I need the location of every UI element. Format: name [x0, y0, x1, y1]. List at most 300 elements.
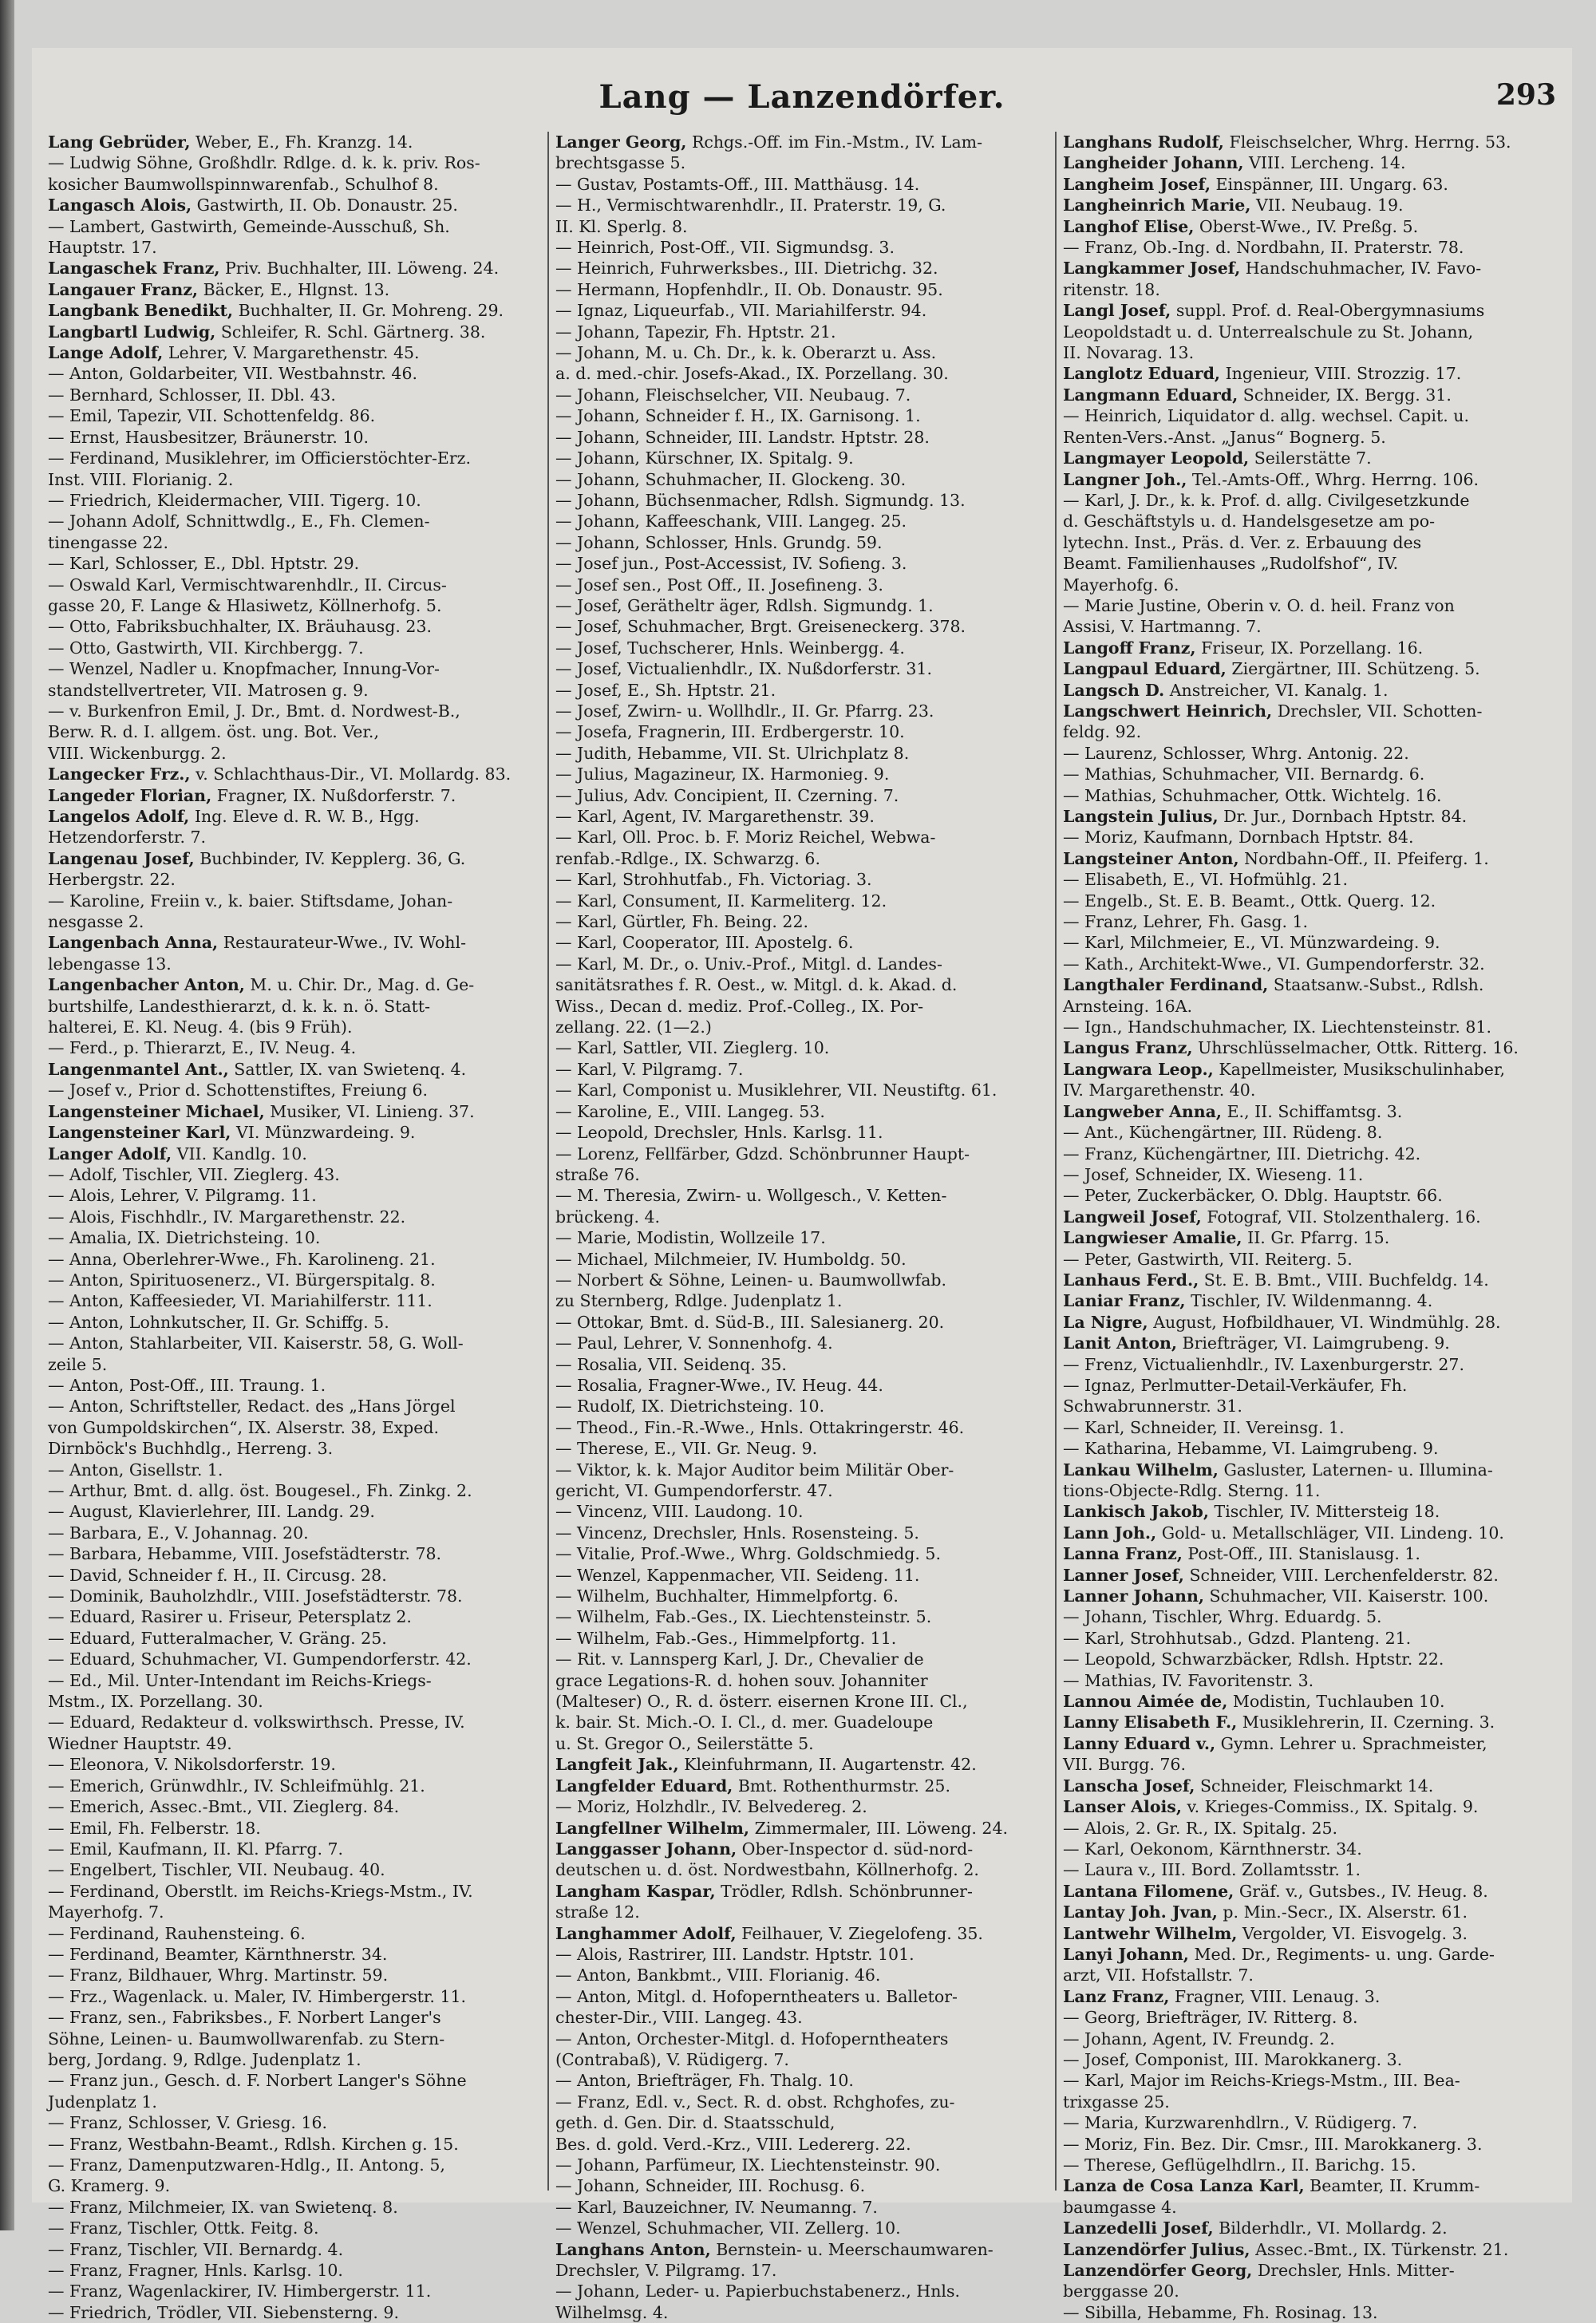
directory-entry: [1063, 1944, 1556, 1965]
entry-details: — Wenzel, Nadler u. Knopfmacher, Innung-Vor-: [48, 659, 440, 679]
directory-entry: [48, 1501, 541, 1522]
entry-details: — Friedrich, Trödler, VII. Siebensterng. 9.: [48, 2302, 399, 2322]
entry-details: Söhne, Leinen- u. Baumwollwarenfab. zu Stern-: [48, 2029, 445, 2048]
directory-entry: [555, 1712, 1049, 1732]
entry-name: Lantwehr Wilhelm,: [1063, 1923, 1238, 1943]
entry-details: — Ottokar, Bmt. d. Süd-B., III. Salesianerg. 20.: [555, 1312, 945, 1332]
entry-details: — Anton, Spirituosenerz., VI. Bürgerspitalg. 8.: [48, 1270, 436, 1290]
directory-entry: [1063, 721, 1556, 742]
directory-entry: [48, 1586, 541, 1606]
directory-entry: [1063, 1185, 1556, 1206]
directory-entry: [48, 174, 541, 195]
directory-entry: [555, 806, 1049, 827]
entry-details: a. d. med.-chir. Josefs-Akad., IX. Porzellang. 30.: [555, 364, 949, 384]
entry-details: — Josef, Componist, III. Marokkanerg. 3.: [1063, 2049, 1403, 2069]
entry-details: Assisi, V. Hartmanng. 7.: [1063, 617, 1262, 637]
entry-details: — Johann, Kaffeeschank, VIII. Langeg. 25.: [555, 512, 907, 531]
entry-details: — Anton, Gisellstr. 1.: [48, 1460, 223, 1480]
entry-name: Langgasser Johann,: [555, 1839, 737, 1859]
directory-entry: [555, 1839, 1049, 1859]
directory-entry: [48, 216, 541, 237]
directory-entry: [48, 2302, 541, 2323]
entry-details: trixgasse 25.: [1063, 2092, 1170, 2112]
directory-entry: [1063, 2155, 1556, 2175]
entry-details: — Leopold, Schwarzbäcker, Rdlsh. Hptstr. 22.: [1063, 1649, 1444, 1669]
directory-entry: [555, 743, 1049, 764]
entry-details: — Otto, Fabriksbuchhalter, IX. Bräuhausg. 23.: [48, 617, 433, 637]
directory-entry: [48, 701, 541, 721]
directory-entry: [48, 1037, 541, 1058]
directory-entry: [48, 2029, 541, 2049]
entry-name: Langensteiner Karl,: [48, 1123, 231, 1143]
entry-details: Einspänner, III. Ungarg. 63.: [1210, 174, 1448, 194]
directory-entry: [1063, 553, 1556, 574]
entry-details: Schleifer, R. Schl. Gärtnerg. 38.: [215, 322, 486, 342]
entry-name: Langpaul Eduard,: [1063, 659, 1227, 679]
directory-entry: [48, 1164, 541, 1185]
entry-details: — Alois, 2. Gr. R., IX. Spitalg. 25.: [1063, 1818, 1338, 1838]
directory-entry: [555, 1733, 1049, 1754]
entry-name: Lantana Filomene,: [1063, 1881, 1235, 1901]
entry-details: — Ignaz, Perlmutter-Detail-Verkäufer, Fh.: [1063, 1375, 1408, 1395]
directory-entry: [48, 1080, 541, 1100]
directory-entry: [555, 1881, 1049, 1902]
directory-entry: [1063, 1017, 1556, 1037]
directory-entry: [1063, 1270, 1556, 1290]
directory-entry: [555, 1670, 1049, 1691]
directory-entry: [48, 2112, 541, 2133]
entry-details: — Ernst, Hausbesitzer, Bräunerstr. 10.: [48, 427, 369, 447]
entry-details: — Michael, Milchmeier, IV. Humboldg. 50.: [555, 1249, 907, 1269]
entry-details: — Johann, Fleischselcher, VII. Neubaug. 7.: [555, 385, 911, 405]
entry-details: Post-Off., III. Stanislausg. 1.: [1182, 1544, 1420, 1564]
entry-details: — Anton, Briefträger, Fh. Thalg. 10.: [555, 2071, 854, 2091]
entry-details: — Emil, Tapezir, VII. Schottenfeldg. 86.: [48, 406, 376, 426]
entry-details: Musiker, VI. Linieng. 37.: [264, 1101, 475, 1121]
directory-entry: [555, 2155, 1049, 2175]
directory-entry: [1063, 216, 1556, 237]
entry-details: IV. Margarethenstr. 40.: [1063, 1081, 1256, 1100]
entry-details: — Josef, Schuhmacher, Brgt. Greiseneckerg. 378.: [555, 617, 966, 637]
directory-entry: [1063, 132, 1556, 152]
entry-details: — Therese, Geflügelhdlrn., II. Barichg. 15.: [1063, 2155, 1416, 2175]
directory-entry: [555, 891, 1049, 911]
directory-entry: [555, 342, 1049, 363]
directory-entry: [1063, 1649, 1556, 1669]
directory-entry: [1063, 1312, 1556, 1333]
entry-details: Gräf. v., Gutsbes., IV. Heug. 8.: [1234, 1881, 1488, 1901]
entry-details: Renten-Vers.-Anst. „Janus“ Bognerg. 5.: [1063, 427, 1386, 447]
directory-entry: [1063, 680, 1556, 701]
entry-name: Langoff Franz,: [1063, 638, 1196, 658]
directory-entry: [1063, 1733, 1556, 1754]
entry-details: — Vincenz, Drechsler, Hnls. Rosensteing. 5.: [555, 1523, 919, 1543]
directory-entry: [1063, 891, 1556, 911]
entry-details: — Johann, Schneider, III. Rochusg. 6.: [555, 2176, 866, 2196]
directory-entry: [48, 2239, 541, 2260]
directory-entry: [48, 195, 541, 215]
directory-entry: [1063, 1776, 1556, 1796]
directory-entry: [555, 1227, 1049, 1248]
entry-details: — Ferdinand, Oberstlt. im Reichs-Kriegs-Mstm., IV.: [48, 1881, 473, 1901]
entry-details: VIII. Lercheng. 14.: [1243, 153, 1406, 173]
directory-entry: [1063, 911, 1556, 932]
directory-entry: [48, 322, 541, 342]
entry-details: — Rudolf, IX. Dietrichsteing. 10.: [555, 1397, 825, 1416]
directory-entry: [555, 2281, 1049, 2301]
directory-entry: [48, 764, 541, 784]
entry-name: Langfelder Eduard,: [555, 1776, 733, 1796]
directory-entry: [1063, 869, 1556, 890]
directory-entry: [1063, 1207, 1556, 1227]
entry-details: II. Novarag. 13.: [1063, 343, 1195, 363]
directory-entry: [48, 1059, 541, 1080]
directory-entry: [1063, 2175, 1556, 2196]
entry-name: Langeder Florian,: [48, 785, 212, 805]
directory-entry: [1063, 1881, 1556, 1902]
entry-details: — Gustav, Postamts-Off., III. Matthäusg. 14.: [555, 174, 920, 194]
entry-details: — Heinrich, Post-Off., VII. Sigmundsg. 3.: [555, 238, 895, 258]
directory-entry: [1063, 385, 1556, 405]
directory-entry: [555, 658, 1049, 679]
entry-details: — Johann, Schlosser, Hnls. Grundg. 59.: [555, 532, 883, 552]
entry-details: Anstreicher, VI. Kanalg. 1.: [1164, 680, 1389, 700]
directory-entry: [48, 1691, 541, 1712]
directory-entry: [555, 1270, 1049, 1290]
entry-name: Lanzedelli Josef,: [1063, 2218, 1214, 2238]
directory-entry: [48, 806, 541, 827]
directory-entry: [555, 1754, 1049, 1775]
directory-entry: [48, 1185, 541, 1206]
directory-entry: [48, 869, 541, 890]
directory-entry: [555, 974, 1049, 995]
directory-entry: [1063, 2218, 1556, 2238]
entry-details: — Anna, Oberlehrer-Wwe., Fh. Karolineng. 21.: [48, 1249, 436, 1269]
entry-details: — Anton, Schriftsteller, Redact. des „Hans Jörgel: [48, 1397, 456, 1416]
entry-details: — Eduard, Rasirer u. Friseur, Petersplatz 2.: [48, 1607, 412, 1627]
entry-details: — Josef, Gerätheltr äger, Rdlsh. Sigmundg. 1.: [555, 595, 934, 615]
entry-details: Mayerhofg. 7.: [48, 1902, 164, 1922]
entry-details: — Julius, Magazineur, IX. Harmonieg. 9.: [555, 764, 890, 784]
directory-entry: [555, 258, 1049, 279]
directory-entry: [555, 869, 1049, 890]
entry-details: ritenstr. 18.: [1063, 279, 1160, 299]
entry-details: — Josef, E., Sh. Hptstr. 21.: [555, 680, 776, 700]
entry-details: Musiklehrerin, II. Czerning. 3.: [1237, 1713, 1495, 1732]
directory-entry: [48, 2092, 541, 2112]
entry-details: — Anton, Orchester-Mitgl. d. Hofoperntheaters: [555, 2029, 949, 2048]
directory-entry: [48, 974, 541, 995]
directory-entry: [48, 427, 541, 448]
directory-entry: [555, 1375, 1049, 1396]
entry-details: Bmt. Rothenthurmstr. 25.: [733, 1776, 950, 1796]
entry-name: Langhans Rudolf,: [1063, 132, 1224, 152]
directory-entry: [48, 827, 541, 847]
directory-entry: [48, 743, 541, 764]
entry-details: — Heinrich, Fuhrwerksbes., III. Dietrichg. 32.: [555, 259, 938, 279]
entry-details: Friseur, IX. Porzellang. 16.: [1195, 638, 1424, 658]
directory-entry: [48, 300, 541, 321]
entry-details: — Heinrich, Liquidator d. allg. wechsel. Capit. u.: [1063, 406, 1469, 426]
entry-details: — Judith, Hebamme, VII. St. Ulrichplatz 8.: [555, 743, 910, 763]
page-number: 293: [1495, 78, 1556, 112]
entry-details: Lehrer, V. Margarethenstr. 45.: [163, 343, 420, 363]
directory-entry: [555, 1396, 1049, 1416]
entry-details: — Karl, Agent, IV. Margarethenstr. 39.: [555, 807, 875, 826]
directory-entry: [555, 152, 1049, 173]
page-title: Lang — Lanzendörfer.: [598, 78, 1005, 116]
entry-details: Gasluster, Laternen- u. Illumina-: [1218, 1460, 1493, 1480]
entry-details: Oberst-Wwe., IV. Preßg. 5.: [1194, 216, 1419, 236]
directory-entry: [1063, 954, 1556, 974]
entry-details: — Karoline, Freiin v., k. baier. Stiftsdame, Johan-: [48, 891, 453, 911]
directory-entry: [555, 996, 1049, 1017]
directory-entry: [48, 1733, 541, 1754]
entry-details: Schwabrunnerstr. 31.: [1063, 1397, 1242, 1416]
directory-entry: [555, 1986, 1049, 2007]
entry-details: — Johann Adolf, Schnittwdlg., E., Fh. Clemen-: [48, 512, 430, 531]
entry-details: — H., Vermischtwarenhdlr., II. Praterstr. 19, G.: [555, 196, 946, 215]
entry-details: suppl. Prof. d. Real-Obergymnasiums: [1171, 301, 1485, 321]
directory-entry: [555, 1501, 1049, 1522]
entry-details: — Sibilla, Hebamme, Fh. Rosinag. 13.: [1063, 2302, 1378, 2322]
entry-details: — Josef, Schneider, IX. Wieseng. 11.: [1063, 1164, 1364, 1184]
entry-name: Lantay Joh. Jvan,: [1063, 1902, 1218, 1922]
entry-details: Beamter, II. Krumm-: [1304, 2176, 1480, 2196]
directory-entry: [1063, 1396, 1556, 1416]
entry-details: Hauptstr. 17.: [48, 238, 157, 258]
directory-entry: [48, 638, 541, 658]
directory-entry: [48, 1101, 541, 1122]
directory-entry: [48, 1944, 541, 1965]
entry-details: — Eleonora, V. Nikolsdorferstr. 19.: [48, 1755, 336, 1775]
entry-details: Kleinfuhrmann, II. Augartenstr. 42.: [678, 1755, 977, 1775]
entry-details: — Frz., Wagenlack. u. Maler, IV. Himbergerstr. 11.: [48, 1986, 467, 2006]
entry-details: Beamt. Familienhauses „Rudolfshof“, IV.: [1063, 554, 1399, 574]
entry-details: Ingenieur, VIII. Strozzig. 17.: [1220, 364, 1462, 384]
directory-entry: [555, 2302, 1049, 2323]
entry-details: Leopoldstadt u. d. Unterrealschule zu St. Johann,: [1063, 322, 1474, 342]
directory-entry: [1063, 322, 1556, 342]
directory-entry: [48, 1354, 541, 1375]
entry-details: — Karl, Milchmeier, E., VI. Münzwardeing. 9.: [1063, 933, 1440, 953]
directory-entry: [48, 1144, 541, 1164]
directory-entry: [1063, 1670, 1556, 1691]
directory-entry: [1063, 427, 1556, 448]
entry-name: Langthaler Ferdinand,: [1063, 975, 1269, 995]
directory-entry: [1063, 237, 1556, 258]
directory-entry: [48, 1606, 541, 1627]
directory-entry: [555, 1818, 1049, 1839]
entry-details: — Moriz, Holzhdlr., IV. Belvedereg. 2.: [555, 1797, 867, 1817]
directory-entry: [48, 1122, 541, 1143]
entry-details: — Karl, Strohhutsab., Gdzd. Planteng. 21.: [1063, 1628, 1412, 1648]
entry-name: Langenbach Anna,: [48, 933, 219, 953]
directory-entry: [48, 448, 541, 468]
directory-entry: [1063, 1754, 1556, 1775]
directory-entry: [1063, 1902, 1556, 1922]
entry-details: — Franz, sen., Fabriksbes., F. Norbert Langer's: [48, 2008, 441, 2028]
entry-details: deutschen u. d. öst. Nordwestbahn, Köllnerhofg. 2.: [555, 1860, 979, 1880]
entry-name: Lanit Anton,: [1063, 1333, 1177, 1353]
entry-details: — Engelb., St. E. B. Beamt., Ottk. Querg. 12.: [1063, 891, 1436, 911]
directory-entry: [48, 848, 541, 869]
entry-name: Langelos Adolf,: [48, 807, 190, 826]
directory-entry: [555, 1649, 1049, 1669]
entry-name: Langwieser Amalie,: [1063, 1228, 1242, 1248]
directory-entry: [1063, 1606, 1556, 1627]
entry-details: VI. Münzwardeing. 9.: [231, 1123, 416, 1143]
entry-details: — Emerich, Grünwdhlr., IV. Schleifmühlg. 21.: [48, 1776, 425, 1796]
directory-entry: [48, 658, 541, 679]
directory-entry: [555, 680, 1049, 701]
entry-name: La Nigre,: [1063, 1312, 1148, 1332]
entry-details: Fotograf, VII. Stolzenthalerg. 16.: [1201, 1207, 1481, 1227]
entry-name: Langus Franz,: [1063, 1038, 1193, 1058]
entry-details: — Josef sen., Post Off., II. Josefineng. 3.: [555, 575, 883, 595]
entry-details: — Franz, Tischler, Ottk. Feitg. 8.: [48, 2218, 319, 2238]
directory-entry: [555, 490, 1049, 511]
directory-entry: [48, 680, 541, 701]
directory-entry: [48, 1396, 541, 1416]
entry-details: — Johann, Schuhmacher, II. Glockeng. 30.: [555, 469, 907, 489]
directory-entry: [48, 575, 541, 595]
directory-entry: [1063, 300, 1556, 321]
entry-details: Feilhauer, V. Ziegelofeng. 35.: [736, 1923, 983, 1943]
directory-entry: [1063, 448, 1556, 468]
directory-entry: [48, 237, 541, 258]
entry-details: — Karl, Consument, II. Karmeliterg. 12.: [555, 891, 887, 911]
entry-details: — Karl, J. Dr., k. k. Prof. d. allg. Civilgesetzkunde: [1063, 490, 1470, 510]
entry-name: Langkammer Josef,: [1063, 259, 1241, 279]
directory-entry: [555, 2175, 1049, 2196]
entry-details: renfab.-Rdlge., IX. Schwarzg. 6.: [555, 848, 820, 868]
directory-entry: [555, 1565, 1049, 1586]
directory-entry: [555, 1164, 1049, 1185]
entry-details: — Julius, Adv. Concipient, II. Czerning. 7.: [555, 785, 899, 805]
entry-details: — Karl, Sattler, VII. Zieglerg. 10.: [555, 1038, 830, 1058]
entry-details: Tischler, IV. Wildenmanng. 4.: [1185, 1291, 1433, 1311]
entry-details: — Lambert, Gastwirth, Gemeinde-Ausschuß, Sh.: [48, 216, 450, 236]
entry-details: — Eduard, Schuhmacher, VI. Gumpendorferstr. 42.: [48, 1649, 472, 1669]
entry-details: — Eduard, Redakteur d. volkswirthsch. Presse, IV.: [48, 1713, 465, 1732]
directory-entry: [48, 1859, 541, 1880]
directory-entry: [48, 1776, 541, 1796]
entry-details: Handschuhmacher, IV. Favo-: [1240, 259, 1482, 279]
entry-details: gericht, VI. Gumpendorferstr. 47.: [555, 1481, 833, 1500]
directory-entry: [555, 1354, 1049, 1375]
entry-details: VII. Neubaug. 19.: [1250, 196, 1404, 215]
entry-details: berg, Jordang. 9, Rdlge. Judenplatz 1.: [48, 2049, 361, 2069]
entry-details: — Engelbert, Tischler, VII. Neubaug. 40.: [48, 1860, 385, 1880]
entry-details: — Mathias, IV. Favoritenstr. 3.: [1063, 1670, 1314, 1690]
directory-entry: [48, 2155, 541, 2175]
entry-details: — Anton, Lohnkutscher, II. Gr. Schiffg. 5.: [48, 1312, 389, 1332]
entry-details: — Laura v., III. Bord. Zollamtsstr. 1.: [1063, 1860, 1361, 1880]
entry-details: — Josef, Tuchscherer, Hnls. Weinbergg. 4.: [555, 638, 905, 658]
entry-name: Langwara Leop.,: [1063, 1059, 1214, 1079]
directory-entry: [1063, 1059, 1556, 1080]
directory-entry: [555, 2197, 1049, 2218]
directory-entry: [555, 469, 1049, 490]
entry-details: Bilderhdlr., VI. Mollardg. 2.: [1213, 2218, 1448, 2238]
directory-entry: [555, 638, 1049, 658]
entry-details: — Josef v., Prior d. Schottenstiftes, Freiung 6.: [48, 1081, 429, 1100]
entry-name: Langweber Anna,: [1063, 1101, 1223, 1121]
entry-name: Langfeit Jak.,: [555, 1755, 679, 1775]
entry-details: — Ferdinand, Beamter, Kärnthnerstr. 34.: [48, 1944, 388, 1964]
directory-entry: [1063, 2239, 1556, 2260]
directory-entry: [555, 1207, 1049, 1227]
directory-entry: [48, 1986, 541, 2007]
entry-details: — Franz, Ob.-Ing. d. Nordbahn, II. Praterstr. 78.: [1063, 238, 1464, 258]
entry-name: Langhammer Adolf,: [555, 1923, 737, 1943]
directory-entry: [555, 1543, 1049, 1564]
directory-entry: [555, 1290, 1049, 1311]
directory-entry: [48, 996, 541, 1017]
directory-entry: [48, 342, 541, 363]
directory-entry: [1063, 827, 1556, 847]
entry-details: Staatsanw.-Subst., Rdlsh.: [1268, 975, 1484, 995]
directory-entry: [555, 279, 1049, 300]
directory-entry: [1063, 1523, 1556, 1543]
entry-details: — Wenzel, Kappenmacher, VII. Seideng. 11.: [555, 1565, 920, 1585]
entry-details: Buchbinder, IV. Kepplerg. 36, G.: [194, 848, 466, 868]
entry-details: — Moriz, Kaufmann, Dornbach Hptstr. 84.: [1063, 828, 1414, 847]
directory-entry: [1063, 532, 1556, 553]
entry-details: — Franz, Küchengärtner, III. Dietrichg. 42.: [1063, 1144, 1421, 1163]
entry-details: Dr. Jur., Dornbach Hptstr. 84.: [1218, 807, 1468, 826]
entry-details: — Emil, Kaufmann, II. Kl. Pfarrg. 7.: [48, 1839, 344, 1859]
directory-entry: [555, 1080, 1049, 1100]
entry-details: — Otto, Gastwirth, VII. Kirchbergg. 7.: [48, 638, 364, 658]
directory-entry: [555, 2007, 1049, 2028]
entry-details: Inst. VIII. Florianig. 2.: [48, 469, 234, 489]
column-1: [48, 132, 541, 2322]
entry-name: Lanzendörfer Georg,: [1063, 2261, 1253, 2281]
directory-entry: [1063, 848, 1556, 869]
directory-entry: [555, 2239, 1049, 2260]
entry-details: Tel.-Amts-Off., Whrg. Herrng. 106.: [1187, 469, 1479, 489]
entry-details: kosicher Baumwollspinnwarenfab., Schulhof 8.: [48, 174, 439, 194]
entry-details: — Karl, Oll. Proc. b. F. Moriz Reichel, Webwa-: [555, 828, 936, 847]
directory-entry: [48, 1670, 541, 1691]
entry-details: — Johann, Schneider f. H., IX. Garnisong. 1.: [555, 406, 921, 426]
directory-entry: [555, 427, 1049, 448]
entry-details: lytechn. Inst., Präs. d. Ver. z. Erbauung des: [1063, 532, 1422, 552]
entry-details: Vergolder, VI. Eisvogelg. 3.: [1237, 1923, 1468, 1943]
entry-details: — Karl, Bauzeichner, IV. Neumanng. 7.: [555, 2197, 878, 2217]
directory-entry: [555, 2134, 1049, 2155]
entry-name: Lanza de Cosa Lanza Karl,: [1063, 2176, 1305, 2196]
entry-details: — Friedrich, Kleidermacher, VIII. Tigerg. 10.: [48, 490, 421, 510]
entry-details: Schneider, VIII. Lerchenfelderstr. 82.: [1183, 1565, 1499, 1585]
entry-name: Lanner Josef,: [1063, 1565, 1184, 1585]
directory-entry: [48, 2281, 541, 2301]
directory-entry: [1063, 258, 1556, 279]
entry-details: Mayerhofg. 6.: [1063, 575, 1179, 595]
directory-entry: [1063, 152, 1556, 173]
directory-entry: [1063, 595, 1556, 616]
directory-entry: [1063, 511, 1556, 531]
entry-details: standstellvertreter, VII. Matrosen g. 9.: [48, 680, 369, 700]
entry-details: Gastwirth, II. Ob. Donaustr. 25.: [192, 196, 458, 215]
entry-name: Lanzendörfer Julius,: [1063, 2239, 1250, 2259]
directory-entry: [48, 2197, 541, 2218]
entry-details: zeile 5.: [48, 1354, 108, 1374]
directory-entry: [1063, 2007, 1556, 2028]
entry-name: Langstein Julius,: [1063, 807, 1219, 826]
